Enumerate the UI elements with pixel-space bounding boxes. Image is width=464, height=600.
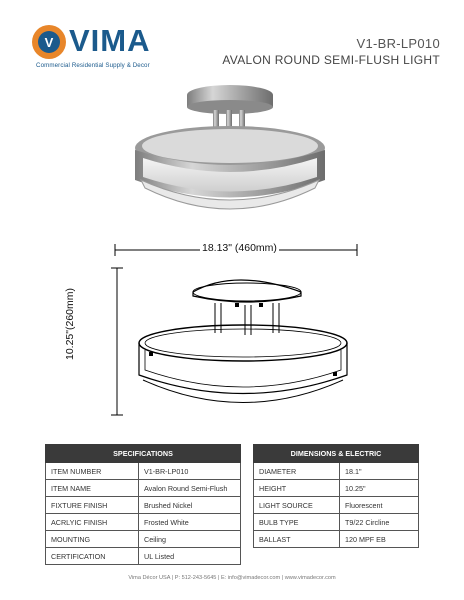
table-row — [46, 531, 241, 548]
dimension-value: 18.1" — [340, 463, 419, 480]
spec-value: V1-BR-LP010 — [139, 463, 241, 480]
dimension-value: 10.25" — [340, 480, 419, 497]
logo-wordmark: VIMA — [69, 23, 151, 58]
product-sku: V1-BR-LP010 — [356, 36, 440, 51]
dimension-label: BALLAST — [254, 531, 340, 548]
logo-tagline: Commercial Residential Supply & Decor — [36, 62, 150, 69]
spec-value: Brushed Nickel — [139, 497, 241, 514]
table-row — [254, 463, 419, 480]
footer-contact: Vima Décor USA | P: 512-243-5645 | E: info@vimadecor.com | www.vimadecor.com — [128, 575, 336, 581]
spec-value: Ceiling — [139, 531, 241, 548]
dimension-drawing — [95, 240, 375, 425]
spec-label: MOUNTING — [46, 531, 139, 548]
spec-label: ITEM NUMBER — [46, 463, 139, 480]
table-row — [254, 514, 419, 531]
product-photo — [115, 80, 345, 230]
specifications-heading: SPECIFICATIONS — [46, 445, 241, 463]
dimension-label: DIAMETER — [254, 463, 340, 480]
specifications-table — [45, 444, 241, 565]
table-row — [254, 480, 419, 497]
logo-mark — [32, 25, 66, 59]
table-row — [46, 548, 241, 565]
dimension-value: 120 MPF EB — [340, 531, 419, 548]
width-dimension-label: 18.13" (460mm) — [202, 242, 277, 254]
table-row — [46, 497, 241, 514]
spec-value: Avalon Round Semi-Flush — [139, 480, 241, 497]
table-row — [46, 463, 241, 480]
dimensions-heading: DIMENSIONS & ELECTRIC — [254, 445, 419, 463]
logo-letter: V — [38, 31, 60, 53]
spec-label: ACRLYIC FINISH — [46, 514, 139, 531]
dimension-label: HEIGHT — [254, 480, 340, 497]
product-title: AVALON ROUND SEMI-FLUSH LIGHT — [222, 53, 440, 67]
dimension-label: LIGHT SOURCE — [254, 497, 340, 514]
dimension-value: Fluorescent — [340, 497, 419, 514]
table-row — [46, 480, 241, 497]
spec-value: UL Listed — [139, 548, 241, 565]
spec-label: CERTIFICATION — [46, 548, 139, 565]
spec-value: Frosted White — [139, 514, 241, 531]
dimension-value: T9/22 Circline — [340, 514, 419, 531]
spec-label: FIXTURE FINISH — [46, 497, 139, 514]
spec-label: ITEM NAME — [46, 480, 139, 497]
height-dimension-label: 10.25"(260mm) — [64, 287, 76, 360]
table-row — [254, 531, 419, 548]
dimension-label: BULB TYPE — [254, 514, 340, 531]
dimensions-table — [253, 444, 419, 548]
table-row — [254, 497, 419, 514]
table-row — [46, 514, 241, 531]
